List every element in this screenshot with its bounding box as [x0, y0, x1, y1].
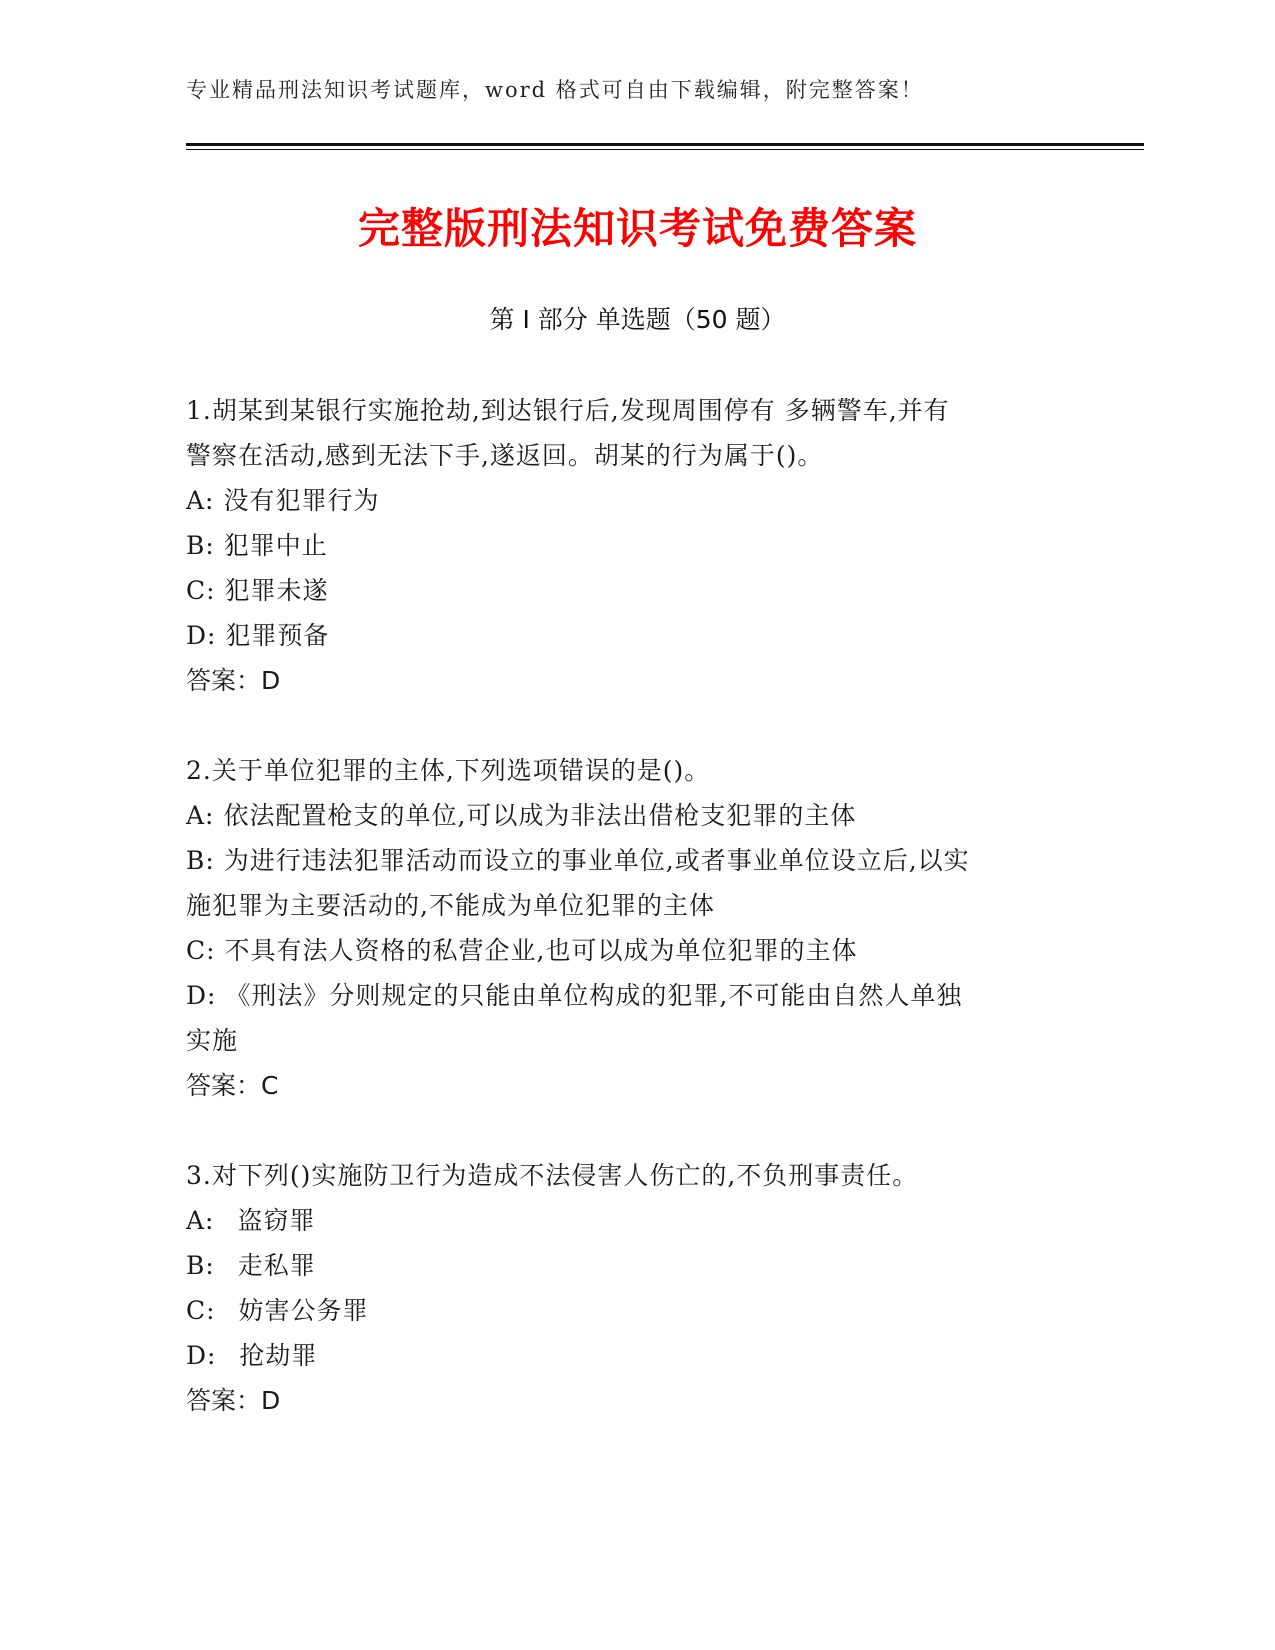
option-key: A:: [186, 1206, 224, 1235]
answer-line: 答案：D: [186, 666, 281, 695]
option-key: A:: [186, 486, 224, 515]
question-stem-line: 3.对下列()实施防卫行为造成不法侵害人伤亡的,不负刑事责任。: [186, 1161, 919, 1190]
option-key: C:: [186, 576, 225, 605]
option-text: 妨害公务罪: [238, 1296, 369, 1325]
option-a: [186, 478, 1086, 523]
header-rule-thick: [186, 143, 1144, 146]
option-key: B:: [186, 846, 224, 875]
option-continuation: 施犯罪为主要活动的,不能成为单位犯罪的主体: [186, 891, 715, 920]
question-3: [186, 1153, 1086, 1423]
option-text: 走私罪: [237, 1251, 316, 1280]
option-text: 没有犯罪行为: [223, 486, 380, 515]
question-stem-line: 1.胡某到某银行实施抢劫,到达银行后,发现周围停有 多辆警车,并有: [186, 396, 950, 425]
question-2: [186, 748, 1086, 1108]
option-key: D:: [186, 621, 226, 650]
option-key: D:: [186, 1341, 226, 1370]
option-key: D:: [186, 981, 226, 1010]
option-c: [186, 928, 1086, 973]
option-d: [186, 973, 1086, 1018]
question-stem-line: 2.关于单位犯罪的主体,下列选项错误的是()。: [186, 756, 711, 785]
answer-line: 答案：C: [186, 1071, 279, 1100]
option-d: [186, 1333, 1086, 1378]
question-list: [186, 388, 1086, 1468]
option-a: [186, 1198, 1086, 1243]
option-b: [186, 1243, 1086, 1288]
option-text: 抢劫罪: [239, 1341, 318, 1370]
document-title: 完整版刑法知识考试免费答案: [357, 204, 917, 253]
question-stem-line: 警察在活动,感到无法下手,遂返回。胡某的行为属于()。: [186, 441, 824, 470]
option-text: 犯罪预备: [225, 621, 330, 650]
option-text: 犯罪未遂: [224, 576, 329, 605]
option-c: [186, 1288, 1086, 1333]
option-c: [186, 568, 1086, 613]
header-note: 专业精品刑法知识考试题库，word 格式可自由下载编辑，附完整答案！: [186, 78, 924, 102]
option-key: C:: [186, 936, 225, 965]
option-key: C:: [186, 1296, 225, 1325]
option-b: [186, 523, 1086, 568]
option-text: 依法配置枪支的单位,可以成为非法出借枪支犯罪的主体: [223, 801, 857, 830]
option-text: 犯罪中止: [223, 531, 328, 560]
option-continuation: 实施: [186, 1026, 239, 1055]
answer-line: 答案：D: [186, 1386, 281, 1415]
header-rule-thin: [186, 149, 1144, 150]
option-key: B:: [186, 1251, 224, 1280]
option-a: [186, 793, 1086, 838]
option-d: [186, 613, 1086, 658]
option-text: 盗窃罪: [237, 1206, 316, 1235]
option-key: B:: [186, 531, 224, 560]
section-title: 第 I 部分 单选题（50 题）: [489, 305, 786, 334]
option-text: 《刑法》分则规定的只能由单位构成的犯罪,不可能由自然人单独: [225, 981, 963, 1010]
option-key: A:: [186, 801, 224, 830]
option-text: 为进行违法犯罪活动而设立的事业单位,或者事业单位设立后,以实: [223, 846, 970, 875]
option-text: 不具有法人资格的私营企业,也可以成为单位犯罪的主体: [224, 936, 858, 965]
option-b: [186, 838, 1086, 883]
question-1: [186, 388, 1086, 703]
